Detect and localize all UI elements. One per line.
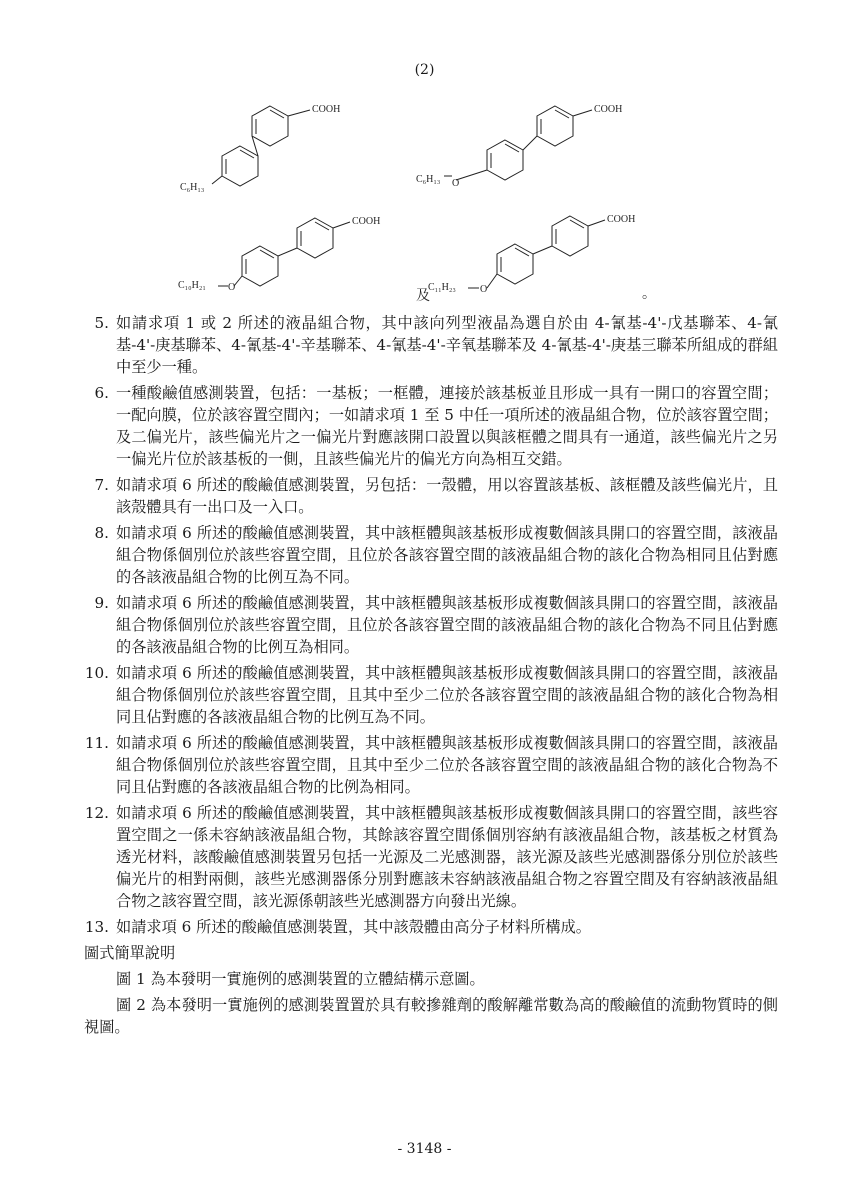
claims-list [78, 312, 778, 1038]
claim-text: 如請求項 6 所述的酸鹼值感測裝置，其中該殼體由高分子材料所構成。 [116, 918, 591, 936]
claim-5 [78, 312, 778, 378]
claim-text: 如請求項 6 所述的酸鹼值感測裝置，其中該框體與該基板形成複數個該具開口的容置空間，該液晶組合物係個別位於該些容置空間，且位於各該容置空間的該液晶組合物的該化合物為相同且佔對應的各該液晶組合物的比例互為不同。 [116, 524, 778, 586]
claim-7 [78, 474, 778, 518]
cooh-label-1: COOH [312, 104, 341, 115]
substituent-label-1: C₆H₁₃ [180, 182, 205, 193]
claim-text: 如請求項 6 所述的酸鹼值感測裝置，其中該框體與該基板形成複數個該具開口的容置空間，該液晶組合物係個別位於該些容置空間，且其中至少二位於各該容置空間的該液晶組合物的該化合物為相同且佔對應的各該液晶組合物的比例互為不同。 [116, 664, 778, 726]
claim-12 [78, 802, 778, 912]
cooh-label-4: COOH [607, 214, 636, 225]
claim-8 [78, 522, 778, 588]
substituent-label-4: C₁₁H₂₃ [428, 282, 456, 293]
structure-1 [212, 106, 310, 186]
figure-2-description: 圖 2 為本發明一實施例的感測裝置置於具有較摻雜劑的酸解離常數為高的酸鹼值的流動物質時的側視圖。 [84, 996, 778, 1036]
claim-13 [78, 916, 778, 938]
cooh-label-3: COOH [352, 216, 381, 227]
page-label: (2) [414, 62, 435, 78]
figure-1-description: 圖 1 為本發明一實施例的感測裝置的立體結構示意圖。 [116, 970, 485, 988]
claim-text: 如請求項 6 所述的酸鹼值感測裝置，其中該框體與該基板形成複數個該具開口的容置空間，該些容置空間之一係未容納該液晶組合物，其餘該容置空間係個別容納有該液晶組合物，該基板之材質為透光材料，該酸鹼值感測裝置另包括一光源及二光感測器，該光源及該些光感測器係分別位於該些偏光片的相對兩側，該些光感測器係分別對應該未容納該液晶組合物之容置空間及有容納該液晶組合物之該容置空間，該光源係朝該些光感測器方向發出光線。 [116, 804, 778, 910]
oxygen-label-3: O [228, 282, 236, 293]
cooh-label-2: COOH [594, 104, 623, 115]
claim-text: 如請求項 1 或 2 所述的液晶組合物，其中該向列型液晶為選自於由 4-氰基-4'-戊基聯苯、4-氰基-4'-庚基聯苯、4-氰基-4'-辛基聯苯、4-氰基-4'-辛氧基聯苯及 4-氰基-4'-庚基三聯苯所組成的群組中至少一種。 [116, 314, 778, 376]
conjunction-label: 及 [416, 288, 430, 304]
claim-number: 9. [94, 594, 109, 612]
end-mark: 。 [642, 286, 656, 302]
claim-6 [78, 382, 778, 470]
claim-number: 5. [94, 314, 109, 332]
oxygen-label-2: O [452, 178, 460, 189]
page-number: - 3148 - [397, 1141, 452, 1157]
claim-text: 一種酸鹼值感測裝置，包括：一基板；一框體，連接於該基板並且形成一具有一開口的容置空間；一配向膜，位於該容置空間內；一如請求項 1 至 5 中任一項所述的液晶組合物，位於該容置空間；及二偏光片，該些偏光片之一偏光片對應該開口設置以與該框體之間具有一通道，該些偏光片之另一偏光片位於該基板的一側，且該些偏光片的偏光方向為相互交錯。 [116, 384, 778, 468]
structure-4 [468, 216, 605, 288]
claim-10 [78, 662, 778, 728]
claim-9 [78, 592, 778, 658]
oxygen-label-4: O [480, 284, 488, 295]
claim-number: 7. [94, 476, 109, 494]
chemical-structures [150, 98, 710, 308]
structure-2 [444, 106, 592, 180]
structure-3 [218, 218, 350, 286]
claim-number: 12. [84, 804, 109, 822]
figures-section-heading: 圖式簡單說明 [84, 944, 176, 962]
claim-number: 6. [94, 384, 109, 402]
claim-11 [78, 732, 778, 798]
claim-number: 11. [84, 734, 109, 752]
claim-text: 如請求項 6 所述的酸鹼值感測裝置，其中該框體與該基板形成複數個該具開口的容置空間，該液晶組合物係個別位於該些容置空間，且其中至少二位於各該容置空間的該液晶組合物的該化合物為不同且佔對應的各該液晶組合物的比例為相同。 [116, 734, 778, 796]
substituent-label-3: C₁₀H₂₁ [178, 280, 206, 291]
claim-number: 13. [84, 918, 109, 936]
structures-svg [150, 98, 710, 308]
claim-number: 8. [94, 524, 109, 542]
claim-text: 如請求項 6 所述的酸鹼值感測裝置，另包括：一殼體，用以容置該基板、該框體及該些偏光片，且該殼體具有一出口及一入口。 [116, 476, 778, 516]
claim-text: 如請求項 6 所述的酸鹼值感測裝置，其中該框體與該基板形成複數個該具開口的容置空間，該液晶組合物係個別位於該些容置空間，且位於各該容置空間的該液晶組合物的該化合物為不同且佔對應的各該液晶組合物的比例互為相同。 [116, 594, 778, 656]
substituent-label-2: C₆H₁₃ [416, 174, 441, 185]
claim-number: 10. [84, 664, 109, 682]
